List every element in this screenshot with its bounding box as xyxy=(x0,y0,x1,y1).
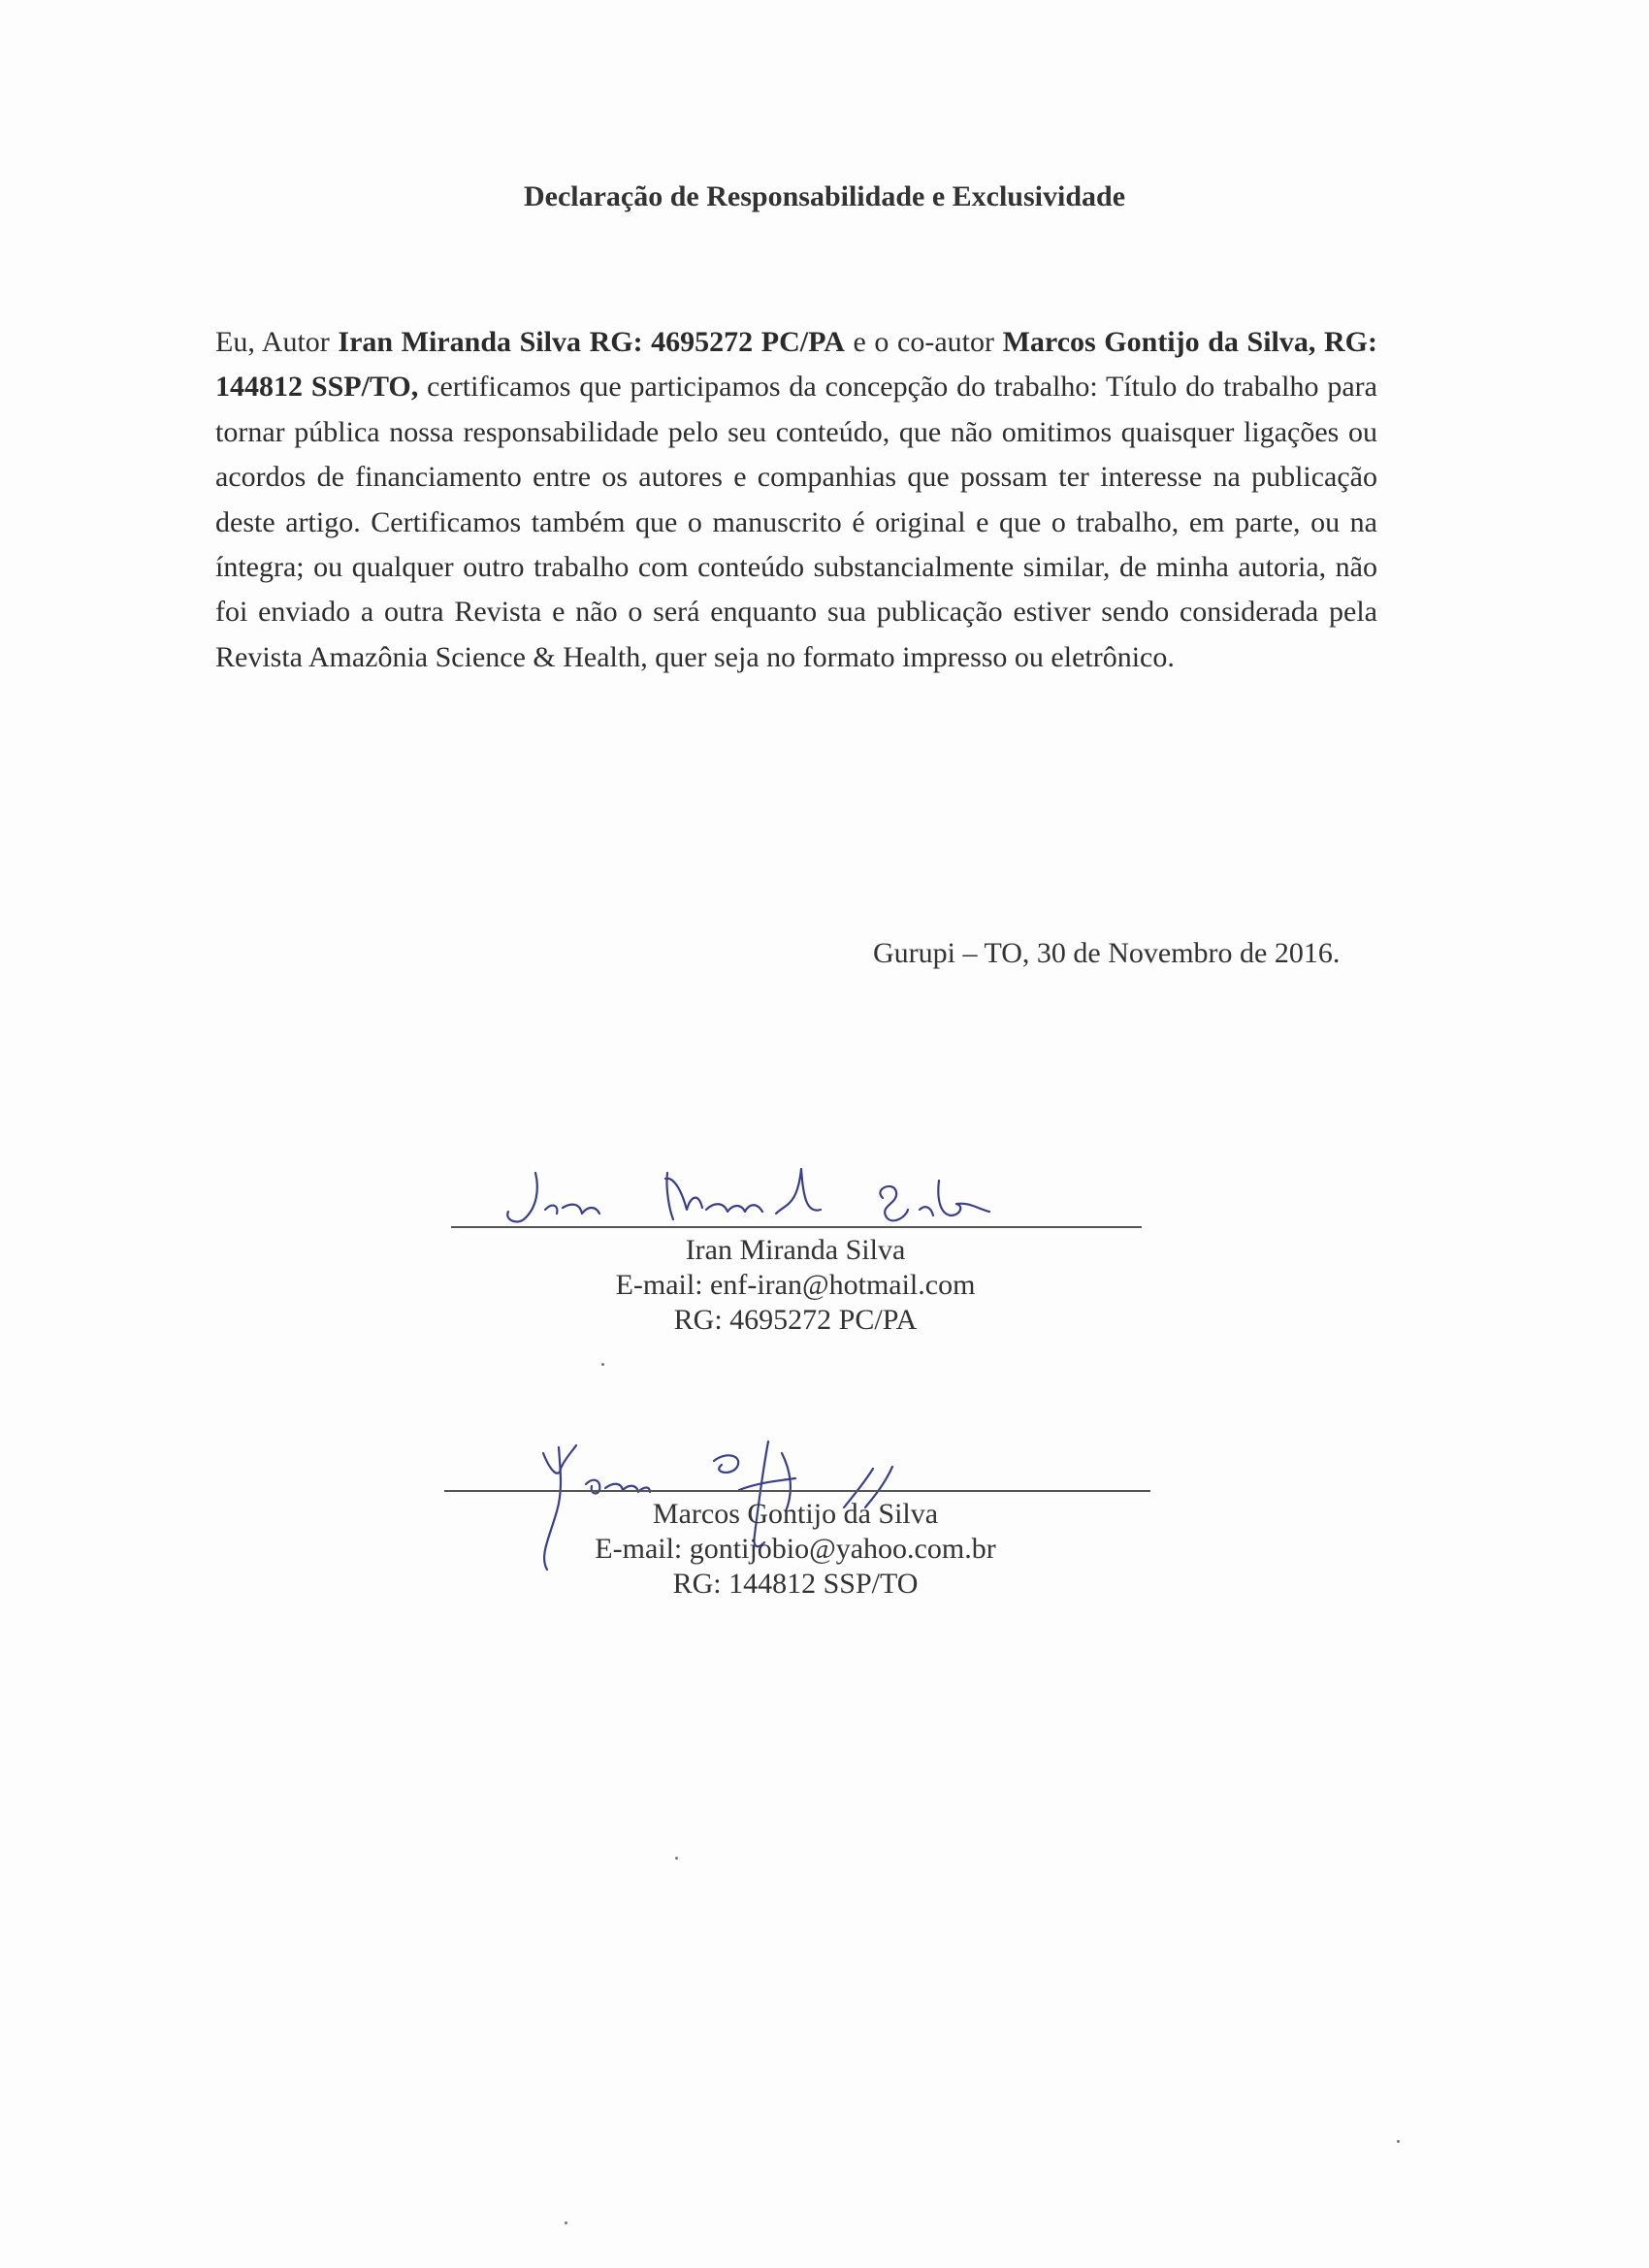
body-intro: Eu, Autor xyxy=(215,326,339,358)
scan-speck xyxy=(601,1363,604,1366)
signatory-2-name: Marcos Gontijo da Silva xyxy=(652,1498,939,1530)
declaration-body xyxy=(215,320,1377,680)
body-mid: e o co-autor xyxy=(844,326,1003,358)
signatory-2-rg: RG: 144812 SSP/TO xyxy=(672,1568,919,1600)
signatory-1-block xyxy=(543,1233,1048,1338)
scan-speck xyxy=(1397,2140,1400,2143)
body-rest: certificamos que participamos da concepção do trabalho: Título do trabalho para tornar pública nossa responsabilidade pelo seu conteúdo, que não omitimos quaisquer ligações ou acordos de financiamento entre os autores e companhias que possam ter interesse na publicação deste artigo. Certificamos também que o manuscrito é original e que o trabalho, em parte, ou na íntegra; ou qualquer outro trabalho com conteúdo substancialmente similar, de minha autoria, não foi enviado a outra Revista e não o será enquanto sua publicação estiver sendo considerada pela Revista Amazônia Science & Health, quer seja no formato impresso ou eletrônico. xyxy=(215,371,1377,673)
signatory-1-rg: RG: 4695272 PC/PA xyxy=(673,1304,918,1336)
signature-line-2 xyxy=(444,1490,1150,1492)
signatory-2-email: E-mail: gontijobio@yahoo.com.br xyxy=(595,1533,996,1565)
signature-line-1 xyxy=(451,1226,1142,1228)
scan-speck xyxy=(565,2221,567,2224)
scan-speck xyxy=(675,1857,678,1860)
author-identification: Iran Miranda Silva RG: 4695272 PC/PA xyxy=(338,326,845,358)
place-and-date: Gurupi – TO, 30 de Novembro de 2016. xyxy=(873,937,1341,969)
signatory-1-email: E-mail: enf-iran@hotmail.com xyxy=(615,1269,976,1301)
document-title: Declaração de Responsabilidade e Exclusividade xyxy=(523,180,1126,212)
coauthor-identification: Marcos Gontijo da Silva, RG: 144812 SSP/TO, xyxy=(215,326,1377,404)
signatory-2-block xyxy=(543,1497,1048,1602)
signature-iran xyxy=(495,1159,1048,1237)
signatory-1-name: Iran Miranda Silva xyxy=(685,1234,906,1266)
